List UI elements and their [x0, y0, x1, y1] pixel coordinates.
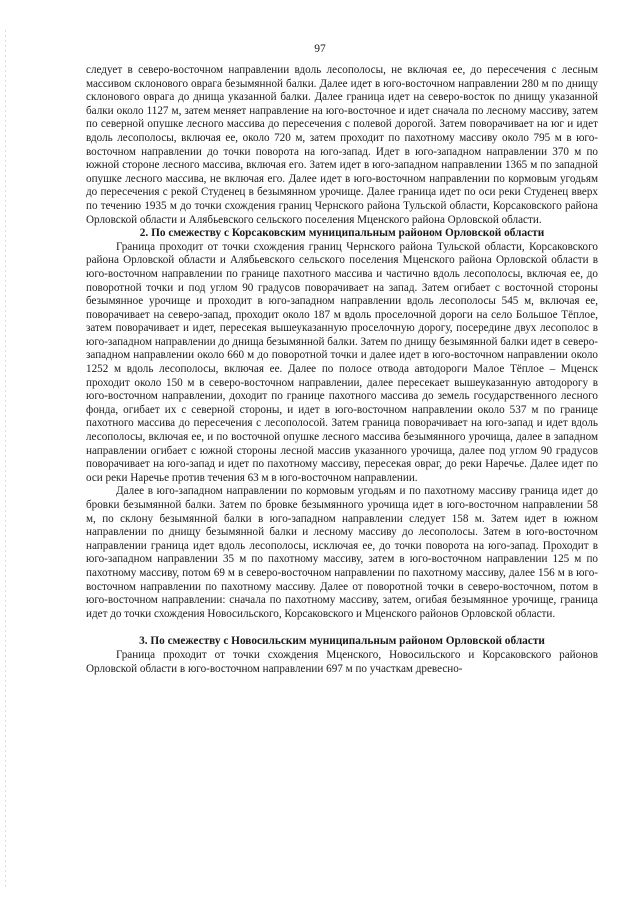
page-number: 97 — [314, 43, 326, 55]
document-body — [86, 64, 598, 676]
scan-edge-mark — [5, 30, 6, 890]
section-heading: 2. По смежеству с Корсаковским муниципальным районом Орловской области — [139, 227, 545, 240]
body-paragraph: Граница проходит от точки схождения Мценского, Новосильского и Корсаковского районов Орловской области в юго-восточном направлении 697 м по участкам древесно- — [86, 648, 598, 675]
body-paragraph: Далее в юго-западном направлении по кормовым угодьям и по пахотному массиву граница идет до бровки безымянной балки. Затем по бровке безымянного урочища идет в юго-восточном направлении 58 м, по склону безымянной балки в юго-западном направлении следует 158 м. Затем идет в южном направлении по днищу безымянной балки и лесному массиву до лесополосы. Затем в юго-восточном направлении граница идет вдоль лесополосы, исключая ее, до точки поворота на юго-запад. Проходит в юго-западном направлении 35 м по пахотному массиву, затем в юго-восточном направлении 125 м по пахотному массиву, потом 69 м в северо-восточном направлении по пахотному массиву, далее 156 м в юго-восточном направлении по пахотному массиву. Далее от поворотной точки в северо-восточном, потом в юго-восточном направлении: сначала по пахотному массиву, затем, огибая безымянное урочище, граница идет до точки схождения Новосильского, Корсаковского и Мценского районов Орловской области. — [86, 485, 598, 620]
section-heading: 3. По смежеству с Новосильским муниципальным районом Орловской области — [139, 635, 545, 648]
body-paragraph: следует в северо-восточном направлении вдоль лесополосы, не включая ее, до пересечения с лесным массивом склонового оврага безымянной балки. Далее идет в юго-восточном направлении 280 м по днищу склонового оврага до днища указанной балки. Далее граница идет на северо-восток по днищу указанной балки около 1127 м, затем меняет направление на юго-восточное и идет сначала по лесному массиву, затем по северной опушке лесного массива до пересечения с полевой дорогой. Затем поворачивает на юг и идет вдоль лесополосы, включая ее, около 720 м, затем проходит по пахотному массиву около 795 м в юго-восточном направлении до точки поворота на юго-запад. Идет в юго-западном направлении 370 м по южной стороне лесного массива, включая его. Затем идет в юго-западном направлении 1365 м по западной опушке лесного массива, не включая его. Далее идет в юго-восточном направлении по кормовым угодьям до пересечения с рекой Студенец в безымянном урочище. Далее граница идет по оси реки Студенец вверх по течению 1935 м до точки схождения границ Чернского района Тульской области, Корсаковского района Орловской области и Алябьевского сельского поселения Мценского района Орловской области. — [86, 64, 598, 226]
body-paragraph: Граница проходит от точки схождения границ Чернского района Тульской области, Корсаковского района Орловской области и Алябьевского сельского поселения Мценского района Орловской области в юго-восточном направлении по границе пахотного массива и частично вдоль лесополосы, включая ее, до поворотной точки и под углом 90 градусов поворачивает на запад. Затем огибает с восточной стороны безымянное урочище и проходит в юго-западном направлении вдоль лесополосы 545 м, включая ее, поворачивает на северо-запад, проходит около 187 м вдоль проселочной дороги на село Большое Тёплое, затем поворачивает и идет, пересекая вышеуказанную проселочную дорогу, посередине двух лесополос в юго-западном направлении до днища безымянной балки. Затем по днищу безымянной балки идет в северо-западном направлении около 660 м до поворотной точки и далее идет в юго-восточном направлении около 1252 м вдоль лесополосы, включая ее. Далее по полосе отвода автодороги Малое Тёплое – Мценск проходит около 150 м в северо-восточном направлении, далее пересекает вышеуказанную автодорогу в юго-восточном направлении, доходит по границе пахотного массива до земель государственного лесного фонда, огибает их с северной стороны, и идет в юго-восточном направлении около 537 м по границе пахотного массива до пересечения с лесополосой. Затем граница поворачивает на юго-запад и идет вдоль лесополосы, включая ее, и по восточной опушке лесного массива безымянного урочища, далее в западном направлении огибает с южной стороны лесной массив указанного урочища, далее под углом 90 градусов поворачивает на юго-запад и идет по пахотному массиву, пересекая овраг, до реки Наречье. Далее идет по оси реки Наречье против течения 63 м в юго-восточном направлении. — [86, 240, 598, 484]
